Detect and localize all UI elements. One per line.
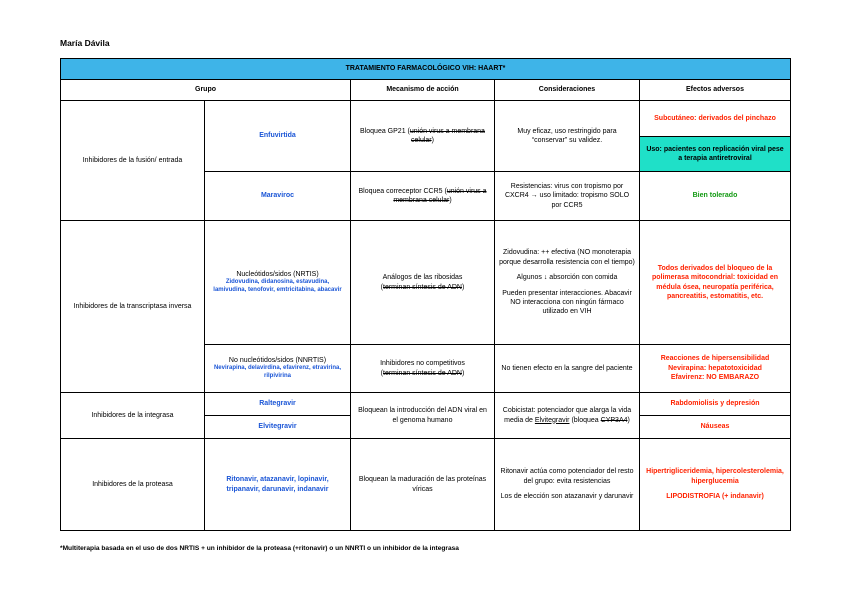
mech-maraviroc: Bloquea correceptor CCR5 (unión virus a membrana celular) xyxy=(351,172,495,221)
table-row xyxy=(61,393,791,416)
ae-enfuvirtida-2: Uso: pacientes con replicación viral pese a terapia antiretroviral xyxy=(640,137,791,172)
drugs-proteasa: Ritonavir, atazanavir, lopinavir, tripanavir, darunavir, indanavir xyxy=(205,439,351,531)
cons-proteasa: Ritonavir actúa como potenciador del resto del grupo: evita resistencias Los de elección son atazanavir y darunavir xyxy=(495,439,640,531)
ae-nrtis: Todos derivados del bloqueo de la polimerasa mitocondrial: toxicidad en médula ósea, neuropatía periférica, pancreatitis, estomatitis, etc. xyxy=(640,221,791,345)
mech-proteasa: Bloquean la maduración de las proteínas víricas xyxy=(351,439,495,531)
cons-enfuvirtida: Muy eficaz, uso restringido para “conservar” su validez. xyxy=(495,101,640,172)
drug-maraviroc: Maraviroc xyxy=(205,172,351,221)
haart-table xyxy=(60,58,791,531)
group-integrasa: Inhibidores de la integrasa xyxy=(61,393,205,439)
ae-integrasa-2: Náuseas xyxy=(640,416,791,439)
footnote: *Multiterapia basada en el uso de dos NRTIS + un inhibidor de la proteasa (+ritonavir) o un NNRTI o un inhibidor de la integrasa xyxy=(60,545,459,552)
table-row xyxy=(61,101,791,137)
drug-enfuvirtida: Enfuvirtida xyxy=(205,101,351,172)
cons-nrtis: Zidovudina: ++ efectiva (NO monoterapia porque desarrolla resistencia con el tiempo) Algunos ↓ absorción con comida Pueden presentar interacciones. Abacavir NO interacciona con ningún fármaco utilizado en VIH xyxy=(495,221,640,345)
ae-maraviroc: Bien tolerado xyxy=(640,172,791,221)
group-rt: Inhibidores de la transcriptasa inversa xyxy=(61,221,205,393)
cons-integrasa: Cobicistat: potenciador que alarga la vida media de Elvitegravir (bloquea CYP3A4) xyxy=(495,393,640,439)
table-row xyxy=(61,221,791,345)
ae-integrasa-1: Rabdomiolisis y depresión xyxy=(640,393,791,416)
cons-maraviroc: Resistencias: virus con tropismo por CXCR4 → uso limitado: tropismo SOLO por CCR5 xyxy=(495,172,640,221)
table-title: TRATAMIENTO FARMACOLÓGICO VIH: HAART* xyxy=(61,59,791,80)
header-grupo: Grupo xyxy=(61,80,351,101)
drugs-nrtis: Nucleótidos/sidos (NRTIS) Zidovudina, didanosina, estavudina, lamivudina, tenofovir, emtricitabina, abacavir xyxy=(205,221,351,345)
ae-nnrtis: Reacciones de hipersensibilidad Nevirapina: hepatotoxicidad Efavirenz: NO EMBARAZO xyxy=(640,345,791,393)
header-efectos: Efectos adversos xyxy=(640,80,791,101)
mech-enfuvirtida: Bloquea GP21 (unión virus a membrana celular) xyxy=(351,101,495,172)
drugs-nnrtis: No nucleótidos/sidos (NNRTIS) Nevirapina, delavirdina, efavirenz, etravirina, rilpivirina xyxy=(205,345,351,393)
ae-proteasa: Hipertrigliceridemia, hipercolesterolemia, hiperglucemia LIPODISTROFIA (+ indanavir) xyxy=(640,439,791,531)
ae-enfuvirtida-1: Subcutáneo: derivados del pinchazo xyxy=(640,101,791,137)
cons-nnrtis: No tienen efecto en la sangre del paciente xyxy=(495,345,640,393)
header-consideraciones: Consideraciones xyxy=(495,80,640,101)
group-proteasa: Inhibidores de la proteasa xyxy=(61,439,205,531)
header-mecanismo: Mecanismo de acción xyxy=(351,80,495,101)
mech-nnrtis: Inhibidores no competitivos (terminan síntesis de ADN) xyxy=(351,345,495,393)
drug-elvitegravir: Elvitegravir xyxy=(205,416,351,439)
table-header-row xyxy=(61,80,791,101)
author-name: María Dávila xyxy=(60,38,110,48)
table-row xyxy=(61,439,791,531)
mech-nrtis: Análogos de las ribosidas (terminan síntesis de ADN) xyxy=(351,221,495,345)
drug-raltegravir: Raltegravir xyxy=(205,393,351,416)
group-fusion: Inhibidores de la fusión/ entrada xyxy=(61,101,205,221)
mech-integrasa: Bloquean la introducción del ADN viral en el genoma humano xyxy=(351,393,495,439)
